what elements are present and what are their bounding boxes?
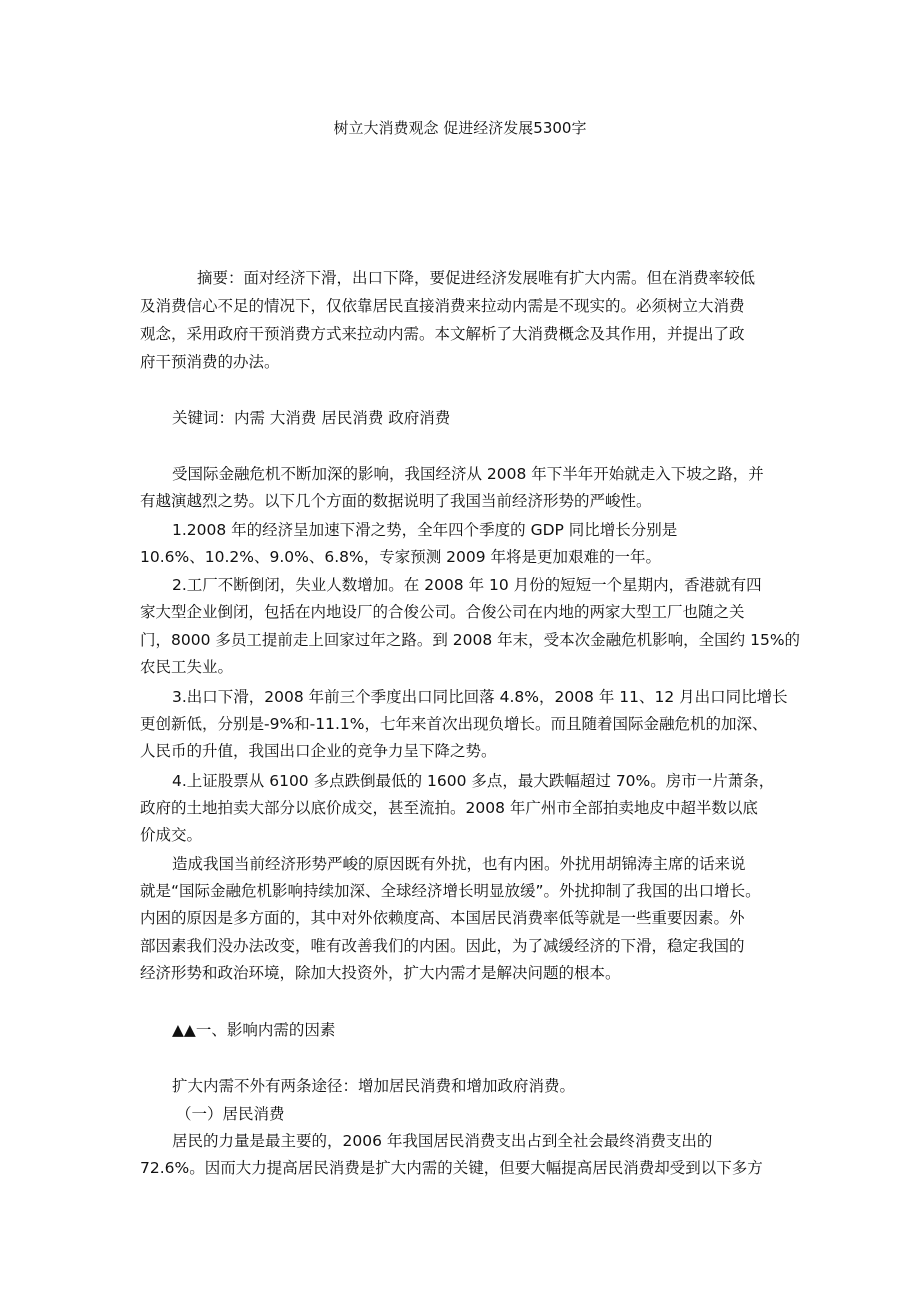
body-line: 家大型企业倒闭，包括在内地设厂的合俊公司。合俊公司在内地的两家大型工厂也随之关	[140, 603, 745, 621]
body-line: 内困的原因是多方面的，其中对外依赖度高、本国居民消费率低等就是一些重要因素。外	[140, 909, 745, 927]
body-line: 经济形势和政治环境，除加大投资外，扩大内需才是解决问题的根本。	[140, 964, 621, 982]
body-line: 价成交。	[140, 826, 203, 844]
body-line: 更创新低，分别是-9%和-11.1%，七年来首次出现负增长。而且随着国际金融危机的加深、	[140, 715, 768, 733]
body-line: 有越演越烈之势。以下几个方面的数据说明了我国当前经济形势的严峻性。	[140, 492, 652, 510]
abstract-line: 及消费信心不足的情况下，仅依靠居民直接消费来拉动内需是不现实的。必须树立大消费	[140, 297, 745, 315]
body-line: 72.6%。因而大力提高居民消费是扩大内需的关键，但要大幅提高居民消费却受到以下多方	[140, 1159, 763, 1177]
body-line: 受国际金融危机不断加深的影响，我国经济从 2008 年下半年开始就走入下坡之路，并	[172, 465, 764, 483]
body-line: 居民的力量是最主要的，2006 年我国居民消费支出占到全社会最终消费支出的	[172, 1132, 713, 1150]
body-line: 扩大内需不外有两条途径：增加居民消费和增加政府消费。	[172, 1077, 576, 1095]
body-line: 造成我国当前经济形势严峻的原因既有外扰，也有内困。外扰用胡锦涛主席的话来说	[172, 855, 746, 873]
body-line: 10.6%、10.2%、9.0%、6.8%，专家预测 2009 年将是更加艰难的一年。	[140, 548, 662, 566]
abstract-line: 府干预消费的办法。	[140, 353, 280, 371]
section-heading: ▲▲一、影响内需的因素	[172, 1021, 336, 1039]
abstract-line: 观念，采用政府干预消费方式来拉动内需。本文解析了大消费概念及其作用，并提出了政	[140, 325, 745, 343]
keywords: 关键词：内需 大消费 居民消费 政府消费	[172, 409, 451, 427]
document-title: 树立大消费观念 促进经济发展5300字	[333, 119, 587, 137]
body-line: 1.2008 年的经济呈加速下滑之势，全年四个季度的 GDP 同比增长分别是	[172, 521, 678, 539]
body-line: 门，8000 多员工提前走上回家过年之路。到 2008 年末，受本次金融危机影响，全国约 15%的	[140, 631, 801, 649]
body-line: 政府的土地拍卖大部分以底价成交，甚至流拍。2008 年广州市全部拍卖地皮中超半数以底	[140, 799, 758, 817]
body-line: 就是“国际金融危机影响持续加深、全球经济增长明显放缓”。外扰抑制了我国的出口增长。	[140, 882, 761, 900]
abstract-line: 摘要：面对经济下滑，出口下降，要促进经济发展唯有扩大内需。但在消费率较低	[197, 269, 756, 287]
body-line: 部因素我们没办法改变，唯有改善我们的内困。因此，为了减缓经济的下滑，稳定我国的	[140, 937, 745, 955]
body-line: 4.上证股票从 6100 多点跌倒最低的 1600 多点，最大跌幅超过 70%。房市一片萧条，	[172, 772, 775, 790]
body-line: 农民工失业。	[140, 658, 234, 676]
body-line: 人民币的升值，我国出口企业的竞争力呈下降之势。	[140, 742, 497, 760]
body-line: 2.工厂不断倒闭，失业人数增加。在 2008 年 10 月份的短短一个星期内，香港就有四	[172, 576, 762, 594]
subsection-heading: （一）居民消费	[176, 1105, 285, 1123]
body-line: 3.出口下滑，2008 年前三个季度出口同比回落 4.8%，2008 年 11、12 月出口同比增长	[172, 688, 788, 706]
